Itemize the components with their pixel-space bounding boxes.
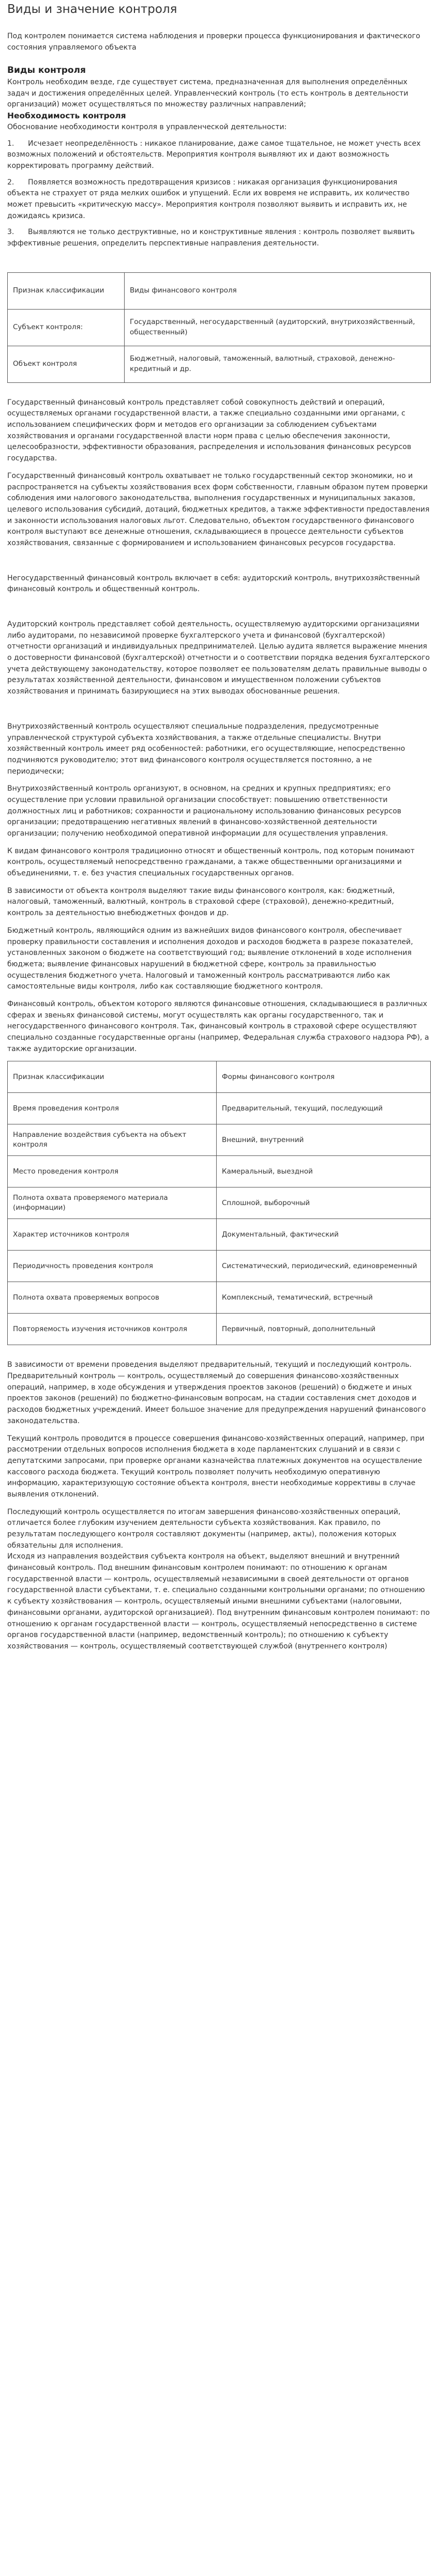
body-paragraph: Финансовый контроль, объектом которого являются финансовые отношения, складывающиеся в различных сферах и звеньях финансовой системы, могут осуществлять как органы государственного, так и негосударственного финансового контроля. Так, финансовый контроль в страховой сфере осуществляют специально созданные государственные органы (например, Федеральная служба страхового надзора РФ), а также аудиторские организации. xyxy=(7,999,429,1053)
spacer xyxy=(7,601,431,619)
table1-cell: Субъект контроля: xyxy=(8,309,125,346)
body-paragraph: Бюджетный контроль, являющийся одним из важнейших видов финансового контроля, обеспечивает проверку правильности составления и исполнения доходов и расходов бюджета в разрезе показателей, установленных законом о бюджете на соответствующий год; выявление отклонений в ходе исполнения бюджета; выявление финансовых нарушений в бюджетной сфере, контроль за правильностью осуществления бюджетного учета. Налоговый и таможенный контроль рассматриваются либо как самостоятельные виды контроля, либо как составляющие бюджетного контроля. xyxy=(7,926,413,991)
final-text xyxy=(7,1360,431,1652)
table2-cell: Место проведения контроля xyxy=(8,1156,217,1187)
table2-cell: Время проведения контроля xyxy=(8,1093,217,1124)
table-row xyxy=(8,1093,431,1124)
section-heading-need: Необходимость контроля xyxy=(7,111,126,121)
body-text xyxy=(7,397,431,1055)
table-row xyxy=(8,1282,431,1314)
body-paragraph: Государственный финансовый контроль охватывает не только государственный сектор экономики, но и распространяется на субъекты хозяйствования всех форм собственности, главным образом путем проверки соблюдения ими налогового законодательства, выполнения государственных и муниципальных заказов, целевого использования субсидий, дотаций, бюджетных кредитов, а также эффективности предоставления и законности использования налоговых льгот. Следовательно, объектом государственного финансового контроля выступают все денежные отношения, складывающиеся в процессе деятельности субъектов хозяйствования, связанные с формированием и использованием финансовых ресурсов государства. xyxy=(7,471,430,547)
page-title: Виды и значение контроля xyxy=(7,3,177,16)
table2-cell: Первичный, повторный, дополнительный xyxy=(217,1314,431,1345)
classification-table-1 xyxy=(7,272,431,383)
table2-cell: Камеральный, выездной xyxy=(217,1156,431,1187)
need-item-2: 2. Появляется возможность предотвращения кризисов : никакая организация функционирования объекта не страхует от ряда мелких ошибок и упущений. Если их вовремя не исправить, их количество может превысить «критическую массу». Мероприятия контроля позволяют выявить и исправить их, не дожидаясь кризиса. xyxy=(7,178,412,220)
table1-cell: Признак классификации xyxy=(8,272,125,309)
table-row xyxy=(8,1124,431,1156)
table-row xyxy=(8,1187,431,1219)
table-row xyxy=(8,1219,431,1251)
table2-cell: Систематический, периодический, единовременный xyxy=(217,1251,431,1282)
body-paragraph: В зависимости от объекта контроля выделяют такие виды финансового контроля, как: бюджетный, налоговый, таможенный, валютный, контроль в страховой сфере (страховой), денежно-кредитный, контроль за деятельностью внебюджетных фондов и др. xyxy=(7,886,395,918)
classification-table-2 xyxy=(7,1061,431,1345)
table2-cell: Формы финансового контроля xyxy=(217,1061,431,1093)
table2-cell: Повторяемость изучения источников контроля xyxy=(8,1314,217,1345)
table2-cell: Характер источников контроля xyxy=(8,1219,217,1251)
table-row xyxy=(8,1251,431,1282)
table2-cell: Сплошной, выборочный xyxy=(217,1187,431,1219)
table1-cell: Бюджетный, налоговый, таможенный, валютный, страховой, денежно-кредитный и др. xyxy=(125,346,431,382)
body-paragraph: Государственный финансовый контроль представляет собой совокупность действий и операций, осуществляемых органами государственной власти, а также специально созданными ими органами, с использованием специфических форм и методов его организации за соблюдением субъектами хозяйствования и органами государственной власти норм права с целью обеспечения законности, целесообразности, эффективности образования, распределения и использования финансовых ресурсов государства. xyxy=(7,398,412,463)
body-paragraph: Внутрихозяйственный контроль осуществляют специальные подразделения, предусмотренные управленческой структурой субъекта хозяйствования, а также отдельные специалисты. Внутри хозяйственный контроль имеет ряд особенностей: работники, его осуществляющие, непосредственно подчиняются руководителю; этот вид финансового контроля осуществляется постоянно, а не периодически; xyxy=(7,722,405,776)
table2-cell: Документальный, фактический xyxy=(217,1219,431,1251)
table2-cell: Предварительный, текущий, последующий xyxy=(217,1093,431,1124)
table-row xyxy=(8,309,431,346)
table2-cell: Полнота охвата проверяемого материала (информации) xyxy=(8,1187,217,1219)
need-lead: Обоснование необходимости контроля в управленческой деятельности: xyxy=(7,122,287,131)
final-paragraph: Последующий контроль осуществляется по итогам завершения финансово-хозяйственных операций, отличается более глубоким изучением деятельности субъекта хозяйствования. Как правило, по результатам последующего контроля составляют документы (например, акты), положения которых обязательны для исполнения. Исходя из направления воздействия субъекта контроля на объект, выделяют внешний и внутренний финансовый контроль. Под внешним финансовым контролем понимают: по отношению к органам государственной власти — контроль, осуществляемый независимыми в своей деятельности от органов государственной власти субъектами, т. е. специально созданными контрольными органами; по отношению к субъекту хозяйствования — контроль, осуществляемый иными внешними субъектами (налоговыми, финансовыми органами, аудиторской организацией). Под внутренним финансовым контролем понимают: по отношению к органам государственной власти — контроль, осуществляемый непосредственно в системе органов государственной власти (например, ведомственный контроль); по отношению к субъекту хозяйствования — контроль, осуществляемый соответствующей службой (внутреннего контроля) xyxy=(7,1507,430,1651)
final-paragraph: Текущий контроль проводится в процессе совершения финансово-хозяйственных операций, например, при рассмотрении отдельных вопросов исполнения бюджета в ходе парламентских слушаний и в связи с депутатскими запросами, при проверке органами казначейства платежных документов на осуществление кассового расхода бюджета. Текущий контроль позволяет получить необходимую оперативную информацию, характеризующую состояние объекта контроля, внести необходимые коррективы в случае выявления отклонений. xyxy=(7,1434,425,1499)
table2-cell: Внешний, внутренний xyxy=(217,1124,431,1156)
spacer xyxy=(7,556,431,573)
body-paragraph: Аудиторский контроль представляет собой деятельность, осуществляемую аудиторскими организациями либо аудиторами, по независимой проверке бухгалтерского учета и финансовой (бухгалтерской) отчетности организаций и индивидуальных предпринимателей. Целью аудита является выражение мнения о достоверности финансовой (бухгалтерской) отчетности и о соответствии порядка ведения бухгалтерского учета действующему законодательству, которое позволяет ее пользователям делать правильные выводы о результатах хозяйственной деятельности, финансовом и имущественном положении субъектов хозяйствования и принимать базирующиеся на этих выводах обоснованные решения. xyxy=(7,620,430,696)
need-list xyxy=(7,138,431,250)
table1-cell: Виды финансового контроля xyxy=(125,272,431,309)
intro-paragraph: Под контролем понимается система наблюдения и проверки процесса функционирования и фактического состояния управляемого объекта xyxy=(7,32,420,52)
table2-cell: Признак классификации xyxy=(8,1061,217,1093)
spacer xyxy=(7,704,431,721)
table-row xyxy=(8,1061,431,1093)
section-heading-types: Виды контроля xyxy=(7,65,86,76)
table-row xyxy=(8,346,431,382)
table-row xyxy=(8,1156,431,1187)
table2-cell: Комплексный, тематический, встречный xyxy=(217,1282,431,1314)
table-row xyxy=(8,272,431,309)
final-paragraph: В зависимости от времени проведения выделяют предварительный, текущий и последующий контроль. Предварительный контроль — контроль, осуществляемый до совершения финансово-хозяйственных операций, например, в ходе обсуждения и утверждения проектов законов (решений) о бюджете и иных проектов законов (решений) по бюджетно-финансовым вопросам, на стадии составления смет доходов и расходов бюджетных учреждений. Имеет большое значение для предупреждения нарушений финансового законодательства. xyxy=(7,1361,426,1425)
body-paragraph: Негосударственный финансовый контроль включает в себя: аудиторский контроль, внутрихозяйственный финансовый контроль и общественный контроль. xyxy=(7,574,420,594)
body-paragraph: К видам финансового контроля традиционно относят и общественный контроль, под которым понимают контроль, осуществляемый непосредственно гражданами, а также общественными организациями и объединениями, т. е. без участия специальных государственных органов. xyxy=(7,846,415,878)
need-item-1: 1. Исчезает неопределённость : никакое планирование, даже самое тщательное, не может учесть всех возможных положений и обстоятельств. Мероприятия контроля выявляют их и дают возможность корректировать программу действий. xyxy=(7,139,423,170)
types-paragraph: Контроль необходим везде, где существует система, предназначенная для выполнения определённых задач и достижения определённых целей. Управленческий контроль (то есть контроль в деятельности организаций) может осуществляться по множеству различных направлений; xyxy=(7,78,409,109)
table-row xyxy=(8,1314,431,1345)
table2-cell: Полнота охвата проверяемых вопросов xyxy=(8,1282,217,1314)
table1-cell: Государственный, негосударственный (аудиторский, внутрихозяйственный, общественный) xyxy=(125,309,431,346)
table1-cell: Объект контроля xyxy=(8,346,125,382)
body-paragraph: Внутрихозяйственный контроль организуют, в основном, на средних и крупных предприятиях; его осуществление при условии правильной организации способствует: повышению ответственности должностных лиц и работников; сохранности и рациональному использованию финансовых ресурсов организации; предотвращению негативных явлений в финансово-хозяйственной деятельности организации; получению необходимой оперативной информации для осуществления управления. xyxy=(7,784,402,838)
table2-cell: Направление воздействия субъекта на объект контроля xyxy=(8,1124,217,1156)
table2-cell: Периодичность проведения контроля xyxy=(8,1251,217,1282)
need-item-3: 3. Выявляются не только деструктивные, но и конструктивные явления : контроль позволяет выявить эффективные решения, определить перспективные направления деятельности. xyxy=(7,228,417,248)
